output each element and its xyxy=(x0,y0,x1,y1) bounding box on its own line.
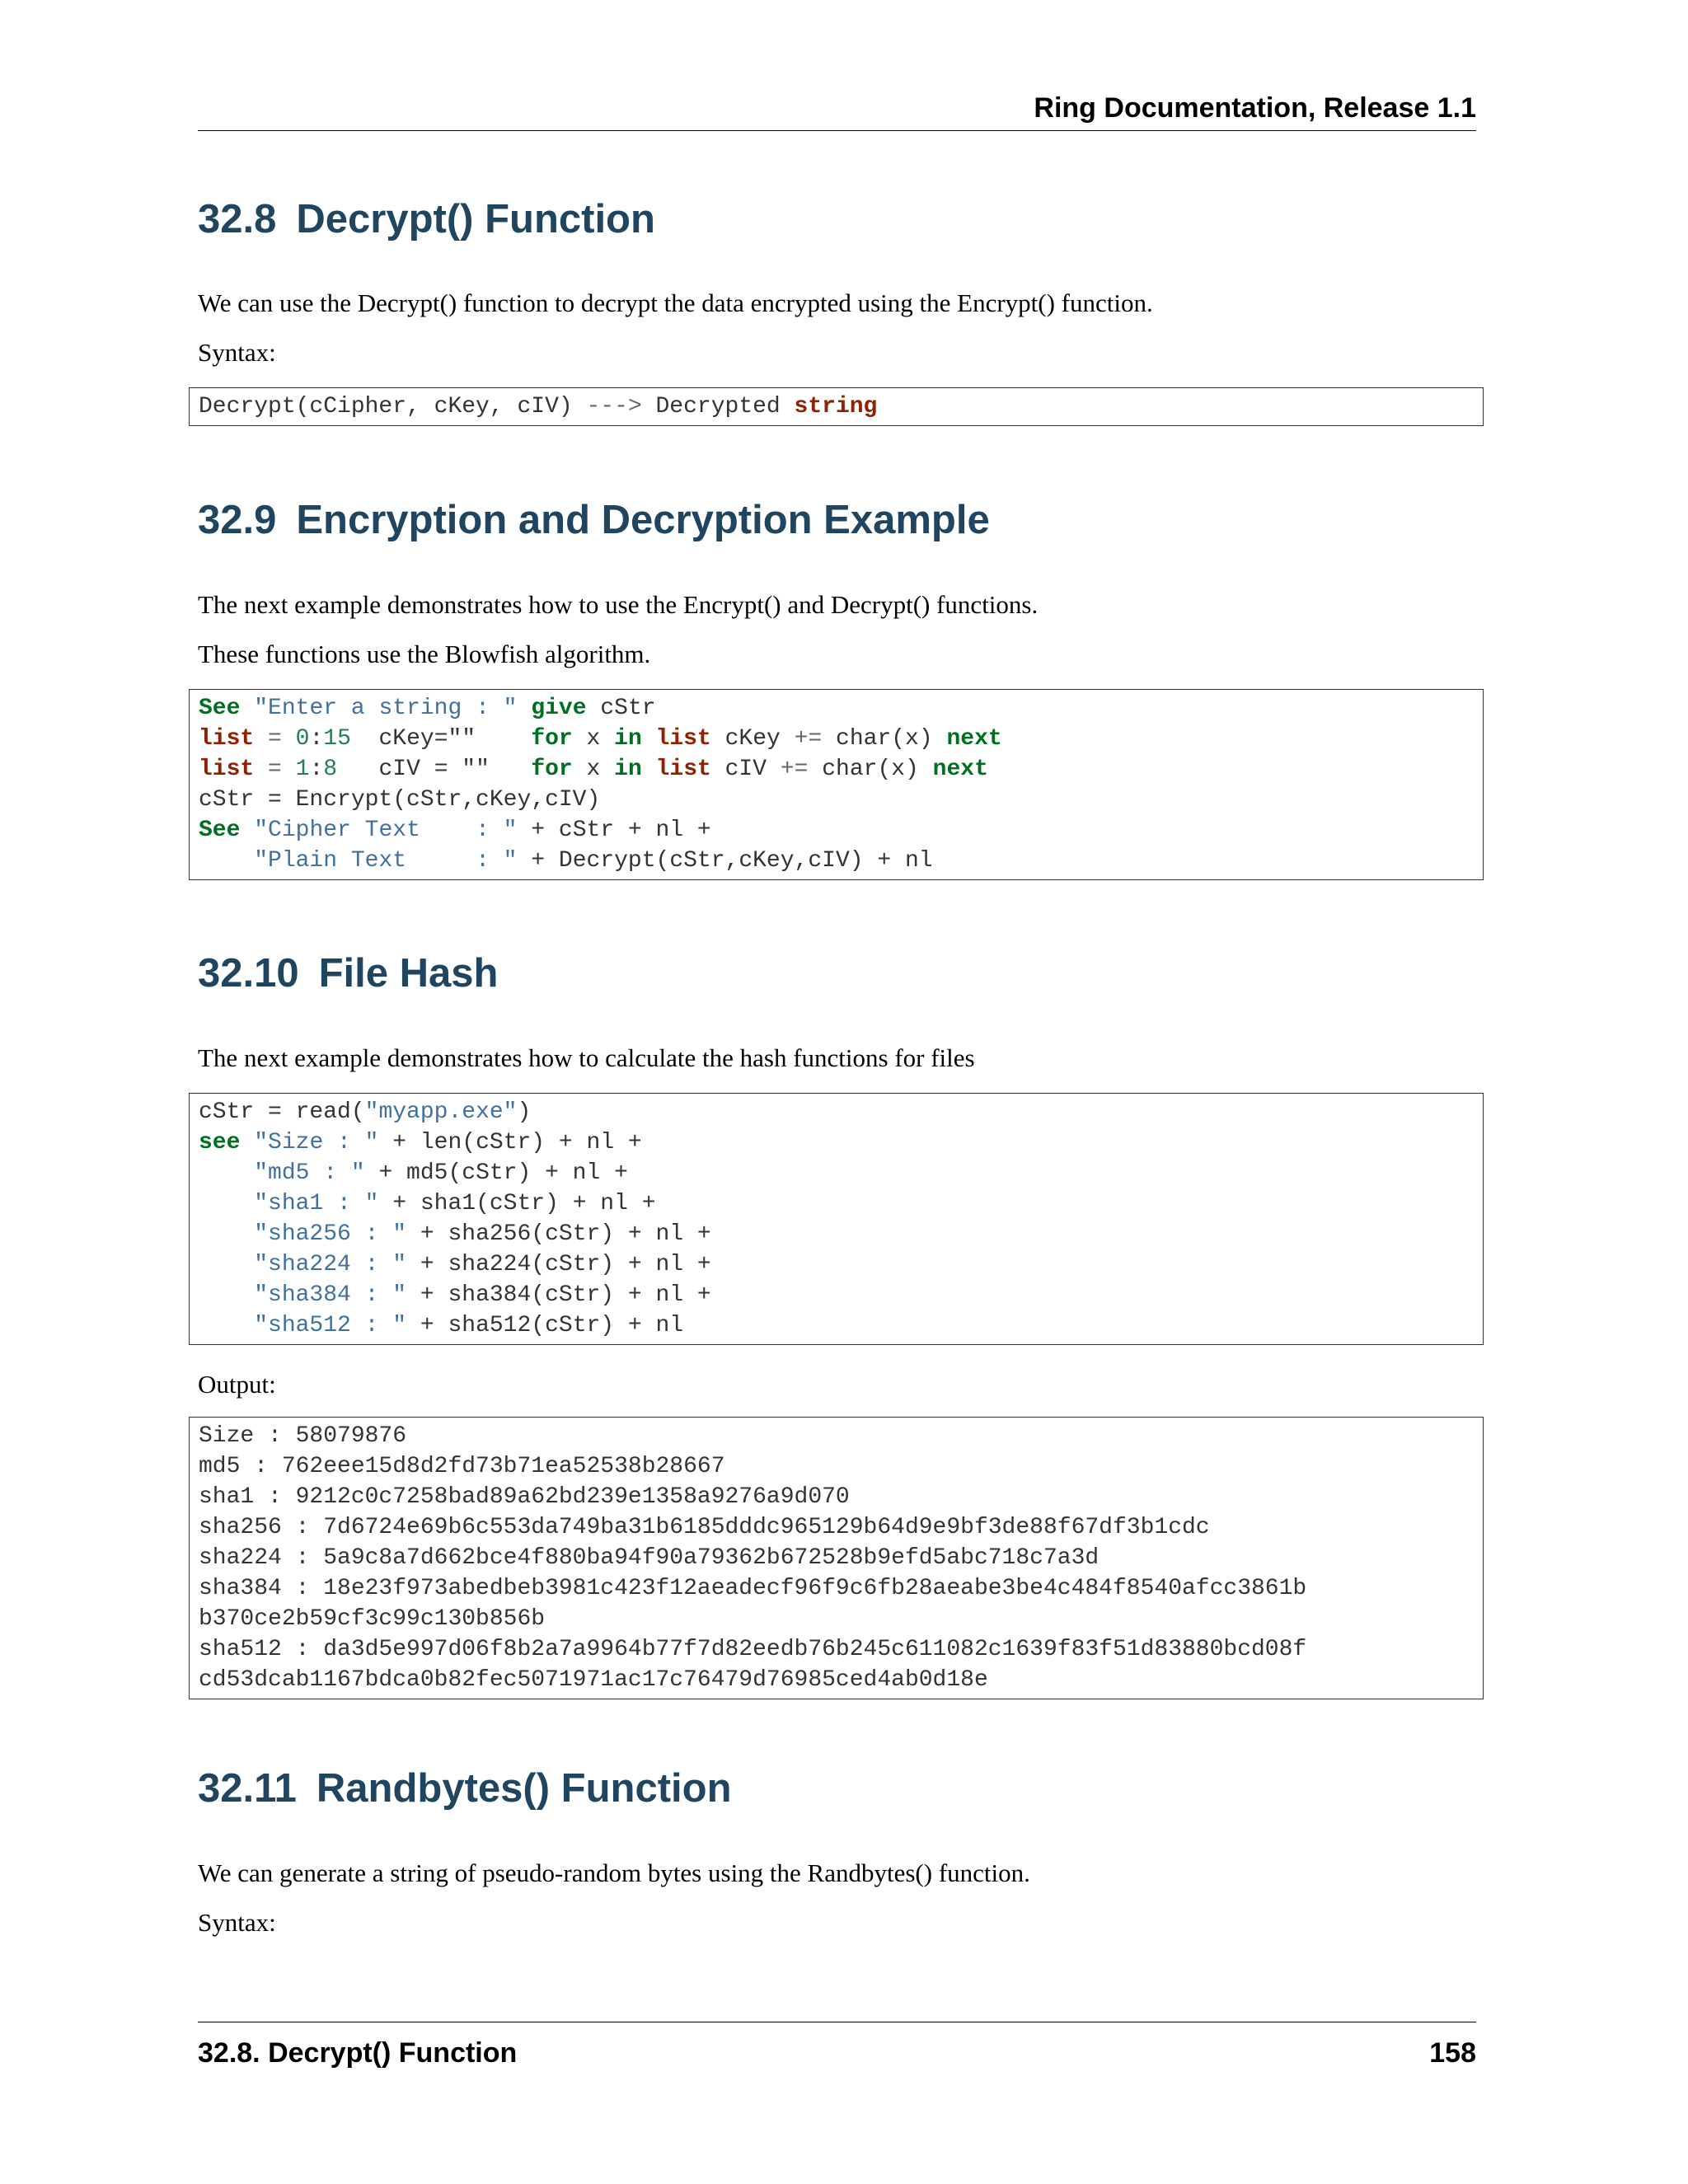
code-token: cIV xyxy=(710,757,781,782)
code-line xyxy=(199,850,933,873)
paragraph: Syntax: xyxy=(198,1908,276,1937)
section-heading-randbytes xyxy=(198,1766,732,1811)
code-line xyxy=(199,728,1002,751)
code-line xyxy=(199,1193,656,1216)
code-token: + sha1(cStr) + nl + xyxy=(378,1191,656,1216)
code-token: cStr = read( xyxy=(199,1099,365,1125)
footer-section-title: 32.8. Decrypt() Function xyxy=(198,2037,518,2069)
section-number: 32.8 xyxy=(198,197,277,241)
running-header: Ring Documentation, Release 1.1 xyxy=(1034,92,1476,124)
code-token xyxy=(518,696,532,721)
code-line xyxy=(199,819,711,842)
code-line xyxy=(199,1132,642,1155)
code-token xyxy=(240,818,254,843)
code-token: ---> xyxy=(586,394,642,419)
code-token: "md5 : " xyxy=(254,1160,365,1186)
code-token: Decrypted xyxy=(641,394,795,419)
header-rule xyxy=(198,130,1476,131)
code-token: "sha1 : " xyxy=(254,1191,379,1216)
code-token: See xyxy=(199,696,241,721)
code-token xyxy=(199,1191,254,1216)
code-token: x xyxy=(572,726,615,752)
code-token: = xyxy=(254,757,296,782)
code-line xyxy=(199,1101,531,1124)
section-number: 32.11 xyxy=(198,1766,297,1811)
output-line: sha384 : 18e23f973abedbeb3981c423f12aeadecf96f9c6fb28aeabe3be4c484f8540afcc3861b xyxy=(199,1576,1307,1601)
section-heading-decrypt xyxy=(198,199,655,240)
code-block-encryption-example xyxy=(189,689,1484,880)
code-line xyxy=(199,697,656,720)
paragraph: These functions use the Blowfish algorithm. xyxy=(198,640,651,668)
code-token: + Decrypt(cStr,cKey,cIV) + nl xyxy=(517,848,933,874)
code-token: 1 xyxy=(295,757,310,782)
code-token: cStr xyxy=(586,696,656,721)
section-heading-encryption-example xyxy=(198,500,990,541)
code-line xyxy=(199,1284,711,1307)
section-number: 32.10 xyxy=(198,951,299,996)
code-token xyxy=(199,1252,254,1277)
code-line xyxy=(199,1315,683,1338)
code-token: + len(cStr) + nl + xyxy=(378,1130,642,1155)
code-token: 0 xyxy=(295,726,310,752)
code-token: char(x) xyxy=(808,757,933,782)
code-token xyxy=(642,757,656,782)
code-token: char(x) xyxy=(822,726,947,752)
code-token: list xyxy=(655,757,711,782)
paragraph: Syntax: xyxy=(198,338,276,367)
paragraph: We can generate a string of pseudo-random bytes using the Randbytes() function. xyxy=(198,1858,1030,1887)
code-token: in xyxy=(614,757,642,782)
code-token: += xyxy=(780,757,809,782)
output-line: sha224 : 5a9c8a7d662bce4f880ba94f90a79362b672528b9efd5abc718c7a3d xyxy=(199,1545,1100,1571)
section-heading-file-hash xyxy=(198,951,499,996)
code-token: 8 xyxy=(323,757,338,782)
paragraph: Output: xyxy=(198,1370,276,1399)
code-token: + sha384(cStr) + nl + xyxy=(406,1282,711,1308)
code-token: : xyxy=(309,757,324,782)
code-token: "sha512 : " xyxy=(254,1313,407,1338)
code-token: see xyxy=(199,1130,241,1155)
code-token: ) xyxy=(517,1099,532,1125)
code-token: : xyxy=(309,726,324,752)
output-line: sha1 : 9212c0c7258bad89a62bd239e1358a9276a9d070 xyxy=(199,1484,850,1510)
code-line xyxy=(199,1254,711,1277)
code-token: list xyxy=(199,757,255,782)
code-line xyxy=(199,1223,711,1246)
section-title: Randbytes() Function xyxy=(316,1766,732,1811)
code-block-decrypt-syntax xyxy=(189,387,1484,426)
code-token: 15 xyxy=(323,726,351,752)
output-line: md5 : 762eee15d8d2fd73b71ea52538b28667 xyxy=(199,1454,725,1479)
code-line xyxy=(199,1162,628,1185)
code-token: + sha256(cStr) + nl + xyxy=(406,1221,711,1247)
code-block-hash-output xyxy=(189,1417,1484,1699)
code-token xyxy=(642,726,656,752)
code-token: next xyxy=(946,726,1002,752)
code-token: "Enter a string : " xyxy=(254,696,518,721)
code-token: = xyxy=(254,726,296,752)
code-token: cKey xyxy=(710,726,795,752)
code-token: "sha224 : " xyxy=(254,1252,407,1277)
output-line: b370ce2b59cf3c99c130b856b xyxy=(199,1606,546,1632)
code-token: "myapp.exe" xyxy=(364,1099,518,1125)
code-token xyxy=(199,1313,254,1338)
code-token: in xyxy=(614,726,642,752)
code-token xyxy=(199,1221,254,1247)
code-token: list xyxy=(655,726,711,752)
code-token: "Plain Text : " xyxy=(254,848,518,874)
code-token: "sha256 : " xyxy=(254,1221,407,1247)
paragraph: The next example demonstrates how to calculate the hash functions for files xyxy=(198,1043,975,1072)
code-line xyxy=(199,396,877,419)
code-token: + sha512(cStr) + nl xyxy=(406,1313,684,1338)
code-token: for xyxy=(531,757,573,782)
code-token xyxy=(240,696,254,721)
code-token: give xyxy=(531,696,587,721)
code-token xyxy=(199,1160,254,1186)
section-title: Decrypt() Function xyxy=(296,197,655,241)
code-token: Decrypt(cCipher, cKey, cIV) xyxy=(199,394,587,419)
code-token: + md5(cStr) + nl + xyxy=(364,1160,628,1186)
code-token: "Size : " xyxy=(254,1130,379,1155)
output-line: Size : 58079876 xyxy=(199,1423,407,1449)
code-token: string xyxy=(794,394,878,419)
output-line: cd53dcab1167bdca0b82fec5071971ac17c76479d76985ced4ab0d18e xyxy=(199,1667,988,1693)
code-token: + sha224(cStr) + nl + xyxy=(406,1252,711,1277)
code-block-file-hash xyxy=(189,1093,1484,1345)
code-token: += xyxy=(794,726,823,752)
code-line: cStr = Encrypt(cStr,cKey,cIV) xyxy=(199,787,601,813)
code-token: list xyxy=(199,726,255,752)
section-title: File Hash xyxy=(318,951,499,996)
code-token: "sha384 : " xyxy=(254,1282,407,1308)
code-token: cIV = "" xyxy=(337,757,532,782)
paragraph: We can use the Decrypt() function to decrypt the data encrypted using the Encrypt() function. xyxy=(198,288,1153,317)
code-token: "Cipher Text : " xyxy=(254,818,518,843)
section-number: 32.9 xyxy=(198,498,277,542)
output-line: sha256 : 7d6724e69b6c553da749ba31b6185dddc965129b64d9e9bf3de88f67df3b1cdc xyxy=(199,1515,1210,1540)
code-token: for xyxy=(531,726,573,752)
page-number: 158 xyxy=(1429,2037,1476,2069)
code-token xyxy=(240,1130,254,1155)
code-token: next xyxy=(932,757,988,782)
code-token: x xyxy=(572,757,615,782)
code-token: See xyxy=(199,818,241,843)
output-line: sha512 : da3d5e997d06f8b2a7a9964b77f7d82eedb76b245c611082c1639f83f51d83880bcd08f xyxy=(199,1637,1307,1662)
code-token: + cStr + nl + xyxy=(517,818,711,843)
code-token xyxy=(199,848,254,874)
code-token xyxy=(199,1282,254,1308)
code-token: cKey="" xyxy=(350,726,532,752)
code-line xyxy=(199,758,988,781)
section-title: Encryption and Decryption Example xyxy=(296,498,990,542)
paragraph: The next example demonstrates how to use the Encrypt() and Decrypt() functions. xyxy=(198,590,1039,619)
